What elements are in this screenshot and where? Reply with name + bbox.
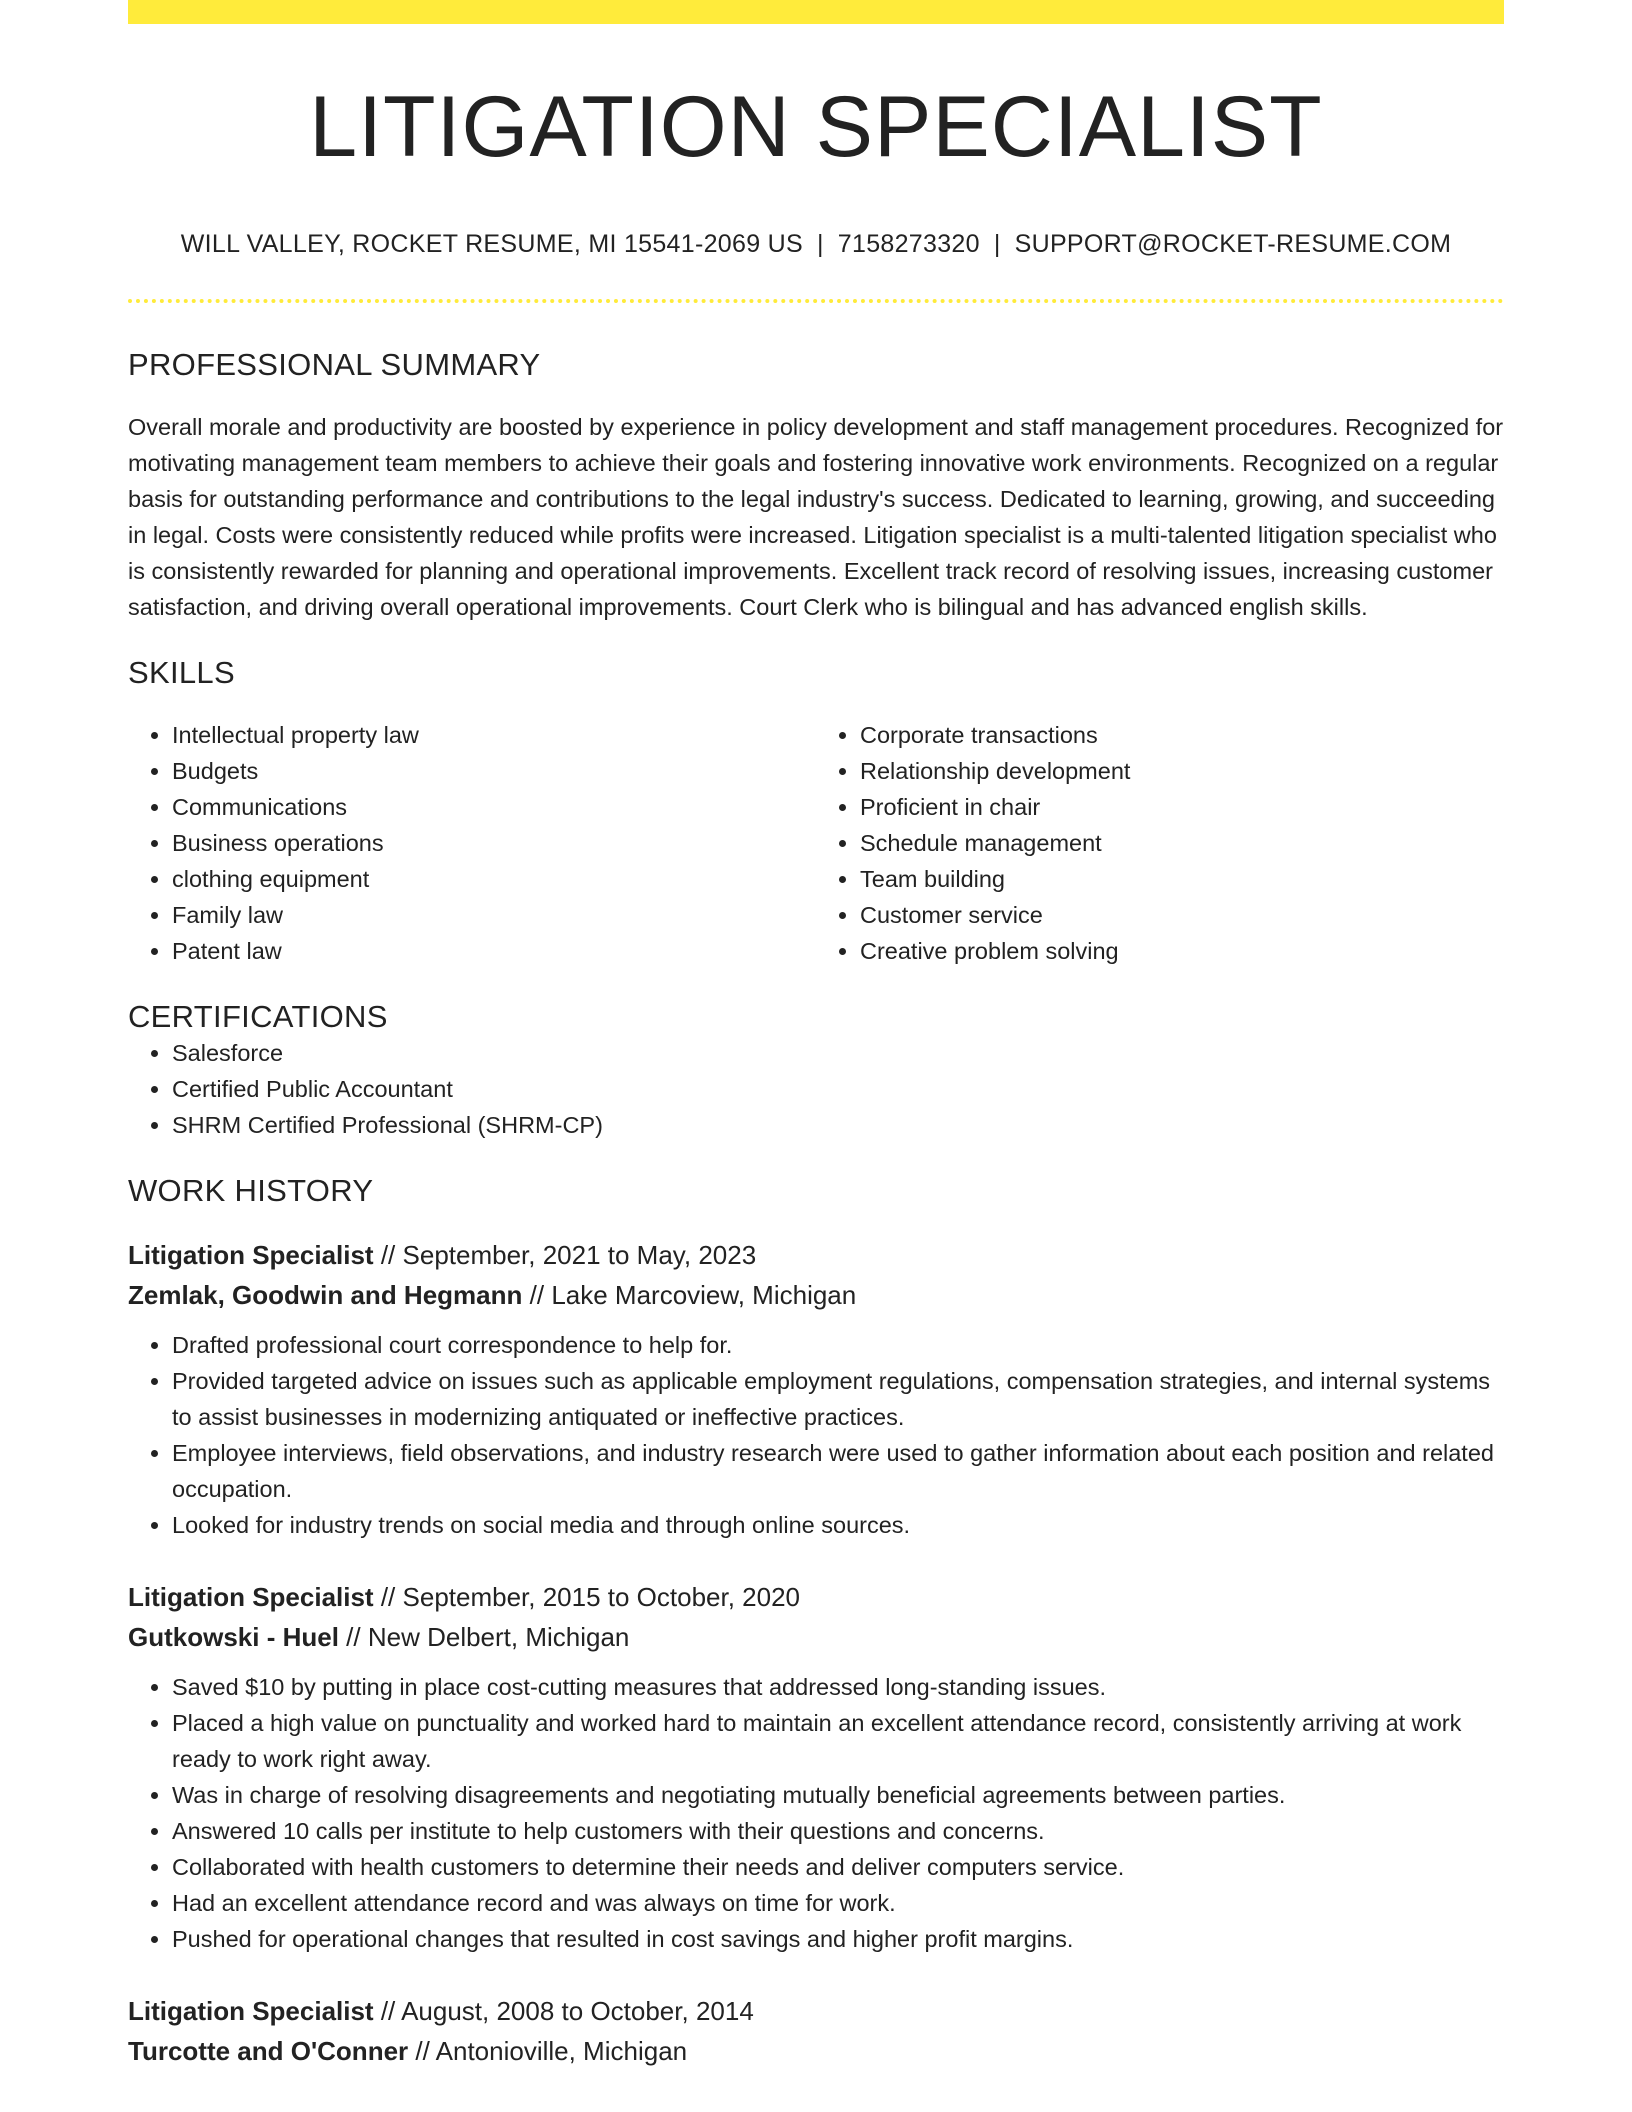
job-entry <box>128 1577 1504 1957</box>
skills-columns <box>128 717 1504 969</box>
skill-item: • Patent law <box>172 933 816 969</box>
job-role-line <box>128 1235 1504 1275</box>
job-bullets <box>128 1327 1504 1543</box>
job-bullets <box>128 1669 1504 1957</box>
job-divider: // <box>529 1280 545 1310</box>
job-dates: August, 2008 to October, 2014 <box>401 1996 754 2026</box>
certification-item: • SHRM Certified Professional (SHRM-CP) <box>172 1107 1504 1143</box>
job-divider: // <box>380 1240 396 1270</box>
skill-item: • Proficient in chair <box>860 789 1504 825</box>
job-role: Litigation Specialist <box>128 1240 374 1270</box>
job-entry <box>128 1235 1504 1543</box>
job-location: Lake Marcoview, Michigan <box>551 1280 857 1310</box>
summary-text: Overall morale and productivity are boosted by experience in policy development and staff management procedures. Recognized for motivating management team members to achieve their goals and fostering innovative work environments. Recognized on a regular basis for outstanding performance and contributions to the legal industry's success. Dedicated to learning, growing, and succeeding in legal. Costs were consistently reduced while profits were increased. Litigation specialist is a multi-talented litigation specialist who is consistently rewarded for planning and operational improvements. Excellent track record of resolving issues, increasing customer satisfaction, and driving overall operational improvements. Court Clerk who is bilingual and has advanced english skills. <box>128 414 1504 620</box>
job-dates: September, 2015 to October, 2020 <box>402 1582 801 1612</box>
skills-heading: SKILLS <box>128 655 235 690</box>
contact-separator: | <box>993 230 1001 258</box>
job-bullet: • Collaborated with health customers to determine their needs and deliver computers service. <box>172 1849 1504 1885</box>
job-divider: // <box>346 1622 361 1652</box>
contact-address: WILL VALLEY, ROCKET RESUME, MI 15541-2069 US <box>180 230 803 258</box>
skill-item: • Family law <box>172 897 816 933</box>
job-company-line <box>128 1617 1504 1657</box>
certification-item: • Salesforce <box>172 1035 1504 1071</box>
job-role: Litigation Specialist <box>128 1996 374 2026</box>
job-company: Gutkowski - Huel <box>128 1622 339 1652</box>
contact-phone: 7158273320 <box>837 230 980 258</box>
skill-item: • Business operations <box>172 825 816 861</box>
job-company: Zemlak, Goodwin and Hegmann <box>128 1280 523 1310</box>
skill-item: • Schedule management <box>860 825 1504 861</box>
skill-item: • Communications <box>172 789 816 825</box>
job-bullet: • Employee interviews, field observations, and industry research were used to gather information about each position and related occupation. <box>172 1435 1504 1507</box>
job-company-line <box>128 2031 1504 2071</box>
skills-left-list <box>128 717 816 969</box>
job-divider: // <box>415 2036 430 2066</box>
certifications-heading: CERTIFICATIONS <box>128 999 388 1034</box>
header-divider <box>128 299 1504 303</box>
job-location: New Delbert, Michigan <box>367 1622 630 1652</box>
skill-item: • Team building <box>860 861 1504 897</box>
job-company-line <box>128 1275 1504 1315</box>
job-divider: // <box>380 1996 396 2026</box>
job-bullet: • Provided targeted advice on issues such as applicable employment regulations, compensation strategies, and internal systems to assist businesses in modernizing antiquated or ineffective practices. <box>172 1363 1504 1435</box>
job-bullet: • Had an excellent attendance record and was always on time for work. <box>172 1885 1504 1921</box>
job-bullet: • Saved $10 by putting in place cost-cutting measures that addressed long-standing issues. <box>172 1669 1504 1705</box>
skill-item: • Customer service <box>860 897 1504 933</box>
job-bullet: • Was in charge of resolving disagreements and negotiating mutually beneficial agreements between parties. <box>172 1777 1504 1813</box>
job-role: Litigation Specialist <box>128 1582 374 1612</box>
resume-page <box>128 0 1504 2071</box>
job-company: Turcotte and O'Conner <box>128 2036 409 2066</box>
contact-email: SUPPORT@ROCKET-RESUME.COM <box>1014 230 1452 258</box>
work-history-heading: WORK HISTORY <box>128 1173 374 1208</box>
top-accent-bar <box>128 0 1504 24</box>
job-divider: // <box>380 1582 396 1612</box>
resume-name: LITIGATION SPECIALIST <box>309 79 1323 175</box>
certifications-list <box>128 1035 1504 1143</box>
skill-item: • Intellectual property law <box>172 717 816 753</box>
skill-item: • clothing equipment <box>172 861 816 897</box>
job-dates: September, 2021 to May, 2023 <box>402 1240 757 1270</box>
skill-item: • Relationship development <box>860 753 1504 789</box>
certification-item: • Certified Public Accountant <box>172 1071 1504 1107</box>
job-bullet: • Looked for industry trends on social media and through online sources. <box>172 1507 1504 1543</box>
job-bullet: • Pushed for operational changes that resulted in cost savings and higher profit margins. <box>172 1921 1504 1957</box>
contact-line <box>128 230 1504 259</box>
job-role-line <box>128 1577 1504 1617</box>
job-bullet: • Drafted professional court correspondence to help for. <box>172 1327 1504 1363</box>
skills-right-list <box>816 717 1504 969</box>
summary-heading: PROFESSIONAL SUMMARY <box>128 347 541 382</box>
skill-item: • Budgets <box>172 753 816 789</box>
job-bullet: • Placed a high value on punctuality and worked hard to maintain an excellent attendance record, consistently arriving at work ready to work right away. <box>172 1705 1504 1777</box>
skill-item: • Creative problem solving <box>860 933 1504 969</box>
skill-item: • Corporate transactions <box>860 717 1504 753</box>
contact-separator: | <box>816 230 824 258</box>
job-bullet: • Answered 10 calls per institute to help customers with their questions and concerns. <box>172 1813 1504 1849</box>
job-location: Antonioville, Michigan <box>435 2036 688 2066</box>
job-entry <box>128 1991 1504 2071</box>
job-role-line <box>128 1991 1504 2031</box>
